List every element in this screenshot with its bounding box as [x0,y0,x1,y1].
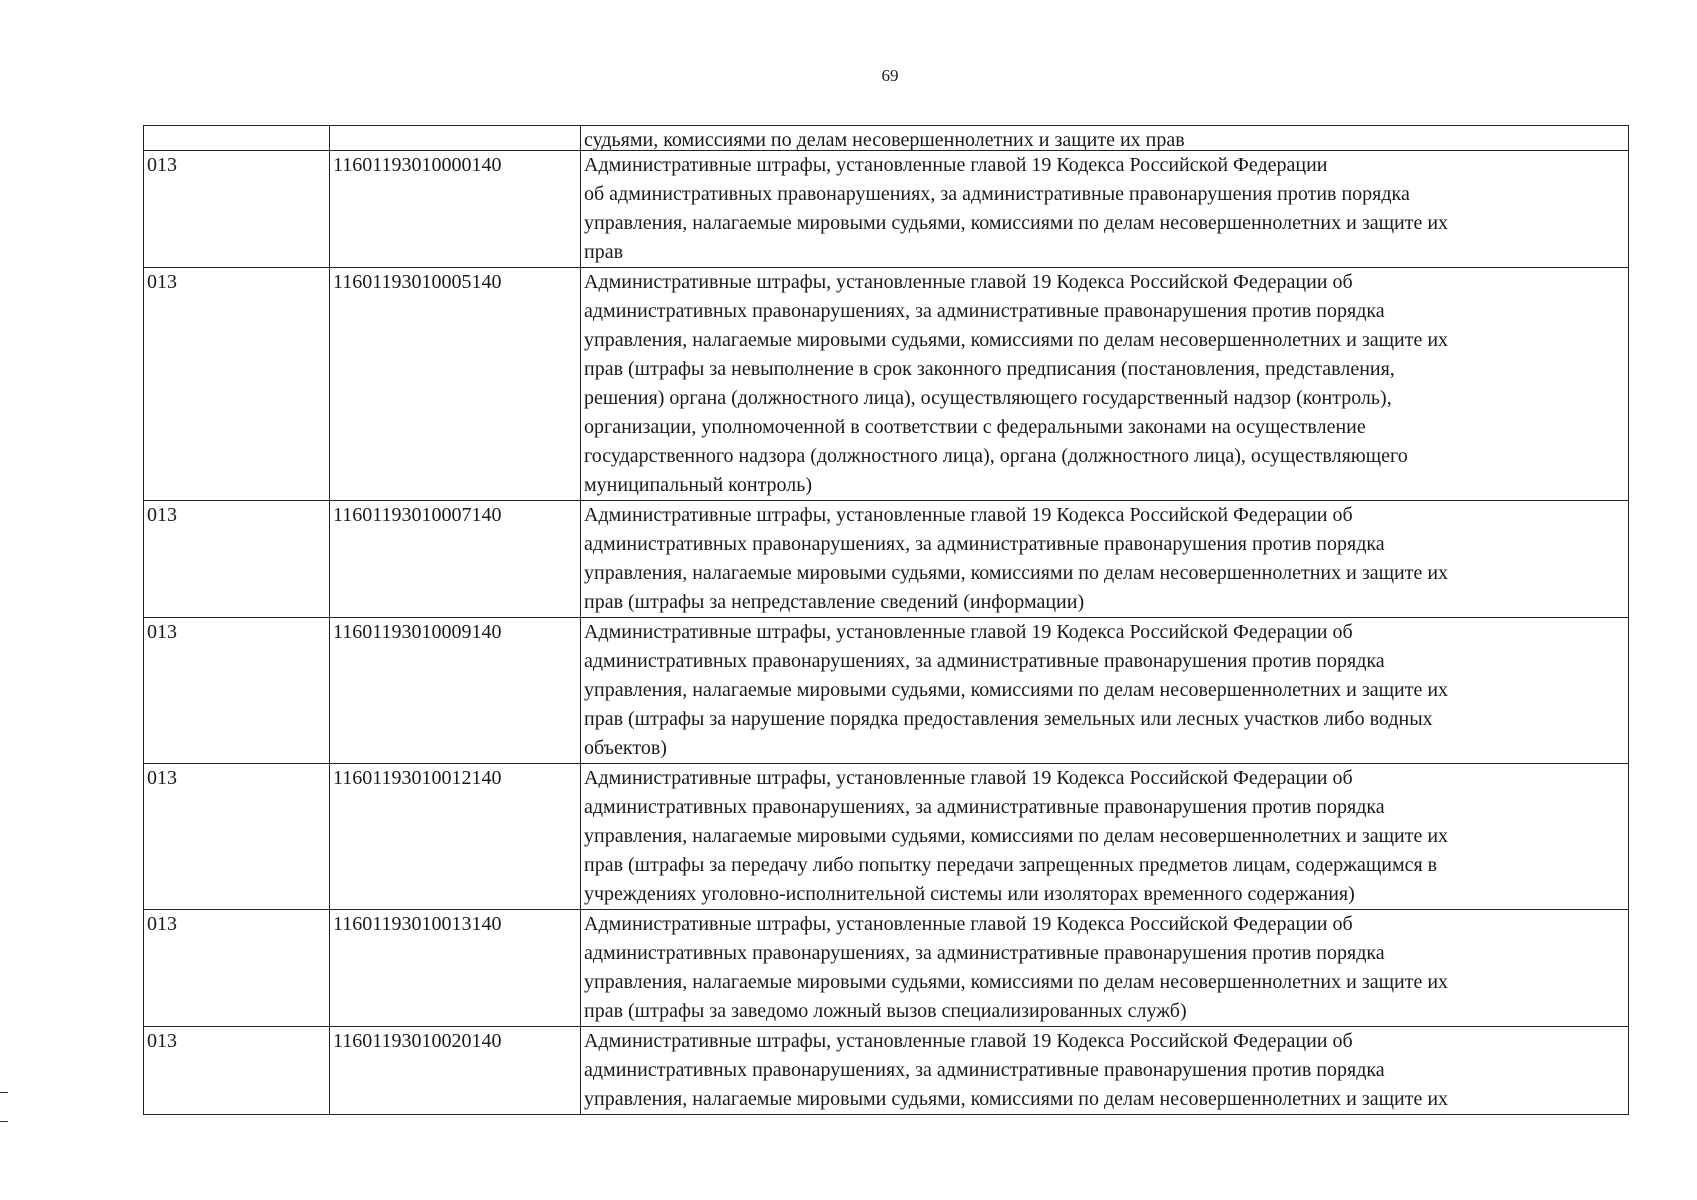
budget-code-cell: 11601193010007140 [330,501,581,618]
description-line: административных правонарушениях, за административные правонарушения против порядка [584,796,1385,818]
description-line: прав (штрафы за нарушение порядка предоставления земельных или лесных участков либо водных [584,708,1433,730]
description-cell [581,501,1629,618]
description-line: административных правонарушениях, за административные правонарушения против порядка [584,533,1385,555]
admin-code-cell: 013 [144,1027,330,1115]
description-line: муниципальный контроль) [584,474,813,496]
budget-code-cell: 11601193010000140 [330,151,581,268]
table-row [144,764,1629,910]
admin-code-cell: 013 [144,764,330,910]
table-row [144,268,1629,501]
budget-code-cell [330,126,581,151]
description-line: управления, налагаемые мировыми судьями, комиссиями по делам несовершеннолетних и защите их [584,825,1449,847]
table-row [144,501,1629,618]
description-line: организации, уполномоченной в соответствии с федеральными законами на осуществление [584,416,1366,438]
description-line: прав (штрафы за непредставление сведений (информации) [584,591,1085,613]
admin-code-cell: 013 [144,618,330,764]
admin-code-cell [144,126,330,151]
budget-code-cell: 11601193010013140 [330,910,581,1027]
description-line: Административные штрафы, установленные главой 19 Кодекса Российской Федерации об [584,271,1353,293]
description-line: Административные штрафы, установленные главой 19 Кодекса Российской Федерации об [584,1030,1353,1052]
description-line: об административных правонарушениях, за административные правонарушения против порядка [584,183,1410,205]
description-line: Административные штрафы, установленные главой 19 Кодекса Российской Федерации об [584,504,1353,526]
description-line: управления, налагаемые мировыми судьями, комиссиями по делам несовершеннолетних и защите их [584,1088,1449,1110]
budget-code-cell: 11601193010020140 [330,1027,581,1115]
budget-code-table [143,125,1629,1115]
description-line: Административные штрафы, установленные главой 19 Кодекса Российской Федерации [584,154,1328,176]
budget-code-cell: 11601193010012140 [330,764,581,910]
description-line: государственного надзора (должностного лица), органа (должностного лица), осуществляющего [584,445,1408,467]
table-row [144,151,1629,268]
table-row [144,1027,1629,1115]
description-cell [581,618,1629,764]
description-cell [581,1027,1629,1115]
description-line: решения) органа (должностного лица), осуществляющего государственный надзор (контроль), [584,387,1392,409]
description-line: управления, налагаемые мировыми судьями, комиссиями по делам несовершеннолетних и защите их [584,679,1449,701]
description-line: прав (штрафы за заведомо ложный вызов специализированных служб) [584,1000,1187,1022]
description-line: административных правонарушениях, за административные правонарушения против порядка [584,942,1385,964]
description-line: административных правонарушениях, за административные правонарушения против порядка [584,1059,1385,1081]
admin-code-cell: 013 [144,910,330,1027]
page-number: 69 [881,66,899,85]
description-line: прав (штрафы за передачу либо попытку передачи запрещенных предметов лицам, содержащимся в [584,854,1438,876]
description-line: управления, налагаемые мировыми судьями, комиссиями по делам несовершеннолетних и защите их [584,562,1449,584]
description-line: прав (штрафы за невыполнение в срок законного предписания (постановления, представления, [584,358,1395,380]
admin-code-cell: 013 [144,151,330,268]
admin-code-cell: 013 [144,268,330,501]
description-cell [581,764,1629,910]
description-line: управления, налагаемые мировыми судьями, комиссиями по делам несовершеннолетних и защите их [584,971,1449,993]
description-line: управления, налагаемые мировыми судьями, комиссиями по делам несовершеннолетних и защите их [584,212,1449,234]
table-row [144,910,1629,1027]
margin-mark [0,1092,8,1093]
budget-code-cell: 11601193010005140 [330,268,581,501]
description-line: административных правонарушениях, за административные правонарушения против порядка [584,650,1385,672]
table-row [144,618,1629,764]
description-line: учреждениях уголовно-исполнительной системы или изоляторах временного содержания) [584,883,1355,905]
description-cell [581,268,1629,501]
description-cell [581,151,1629,268]
description-line: Административные штрафы, установленные главой 19 Кодекса Российской Федерации об [584,621,1353,643]
description-line: административных правонарушениях, за административные правонарушения против порядка [584,300,1385,322]
margin-mark [0,1121,8,1122]
description-line: Административные штрафы, установленные главой 19 Кодекса Российской Федерации об [584,767,1353,789]
description-cell [581,910,1629,1027]
admin-code-cell: 013 [144,501,330,618]
description-line: прав [584,241,624,263]
table-row [144,126,1629,151]
description-line: Административные штрафы, установленные главой 19 Кодекса Российской Федерации об [584,913,1353,935]
budget-code-cell: 11601193010009140 [330,618,581,764]
description-line: объектов) [584,737,667,759]
description-line: управления, налагаемые мировыми судьями, комиссиями по делам несовершеннолетних и защите их [584,329,1449,351]
description-cell [581,126,1629,151]
table-body [144,126,1629,1115]
description-line: судьями, комиссиями по делам несовершеннолетних и защите их прав [584,129,1185,150]
